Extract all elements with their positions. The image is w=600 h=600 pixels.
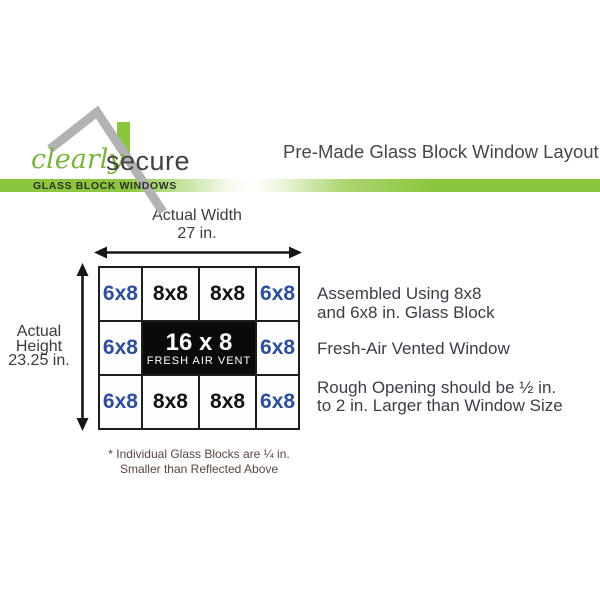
block-cell: 6x8 <box>100 376 141 428</box>
block-cell: 8x8 <box>143 268 198 320</box>
brand-name-script: clearly <box>31 144 124 175</box>
block-cell: 6x8 <box>257 376 298 428</box>
brand-banner-label: GLASS BLOCK WINDOWS <box>33 180 177 192</box>
vent-label-text: FRESH AIR VENT <box>146 354 252 367</box>
note-vented: Fresh-Air Vented Window <box>317 339 510 358</box>
width-value-text: 27 in. <box>177 225 217 242</box>
block-cell: 8x8 <box>143 376 198 428</box>
height-value-text: 23.25 in. <box>8 352 70 369</box>
width-arrow-icon <box>94 246 302 259</box>
note-rough-line1: Rough Opening should be ½ in. <box>317 377 557 397</box>
height-label-text-2: Height <box>15 337 63 355</box>
note-assembled-line2: and 6x8 in. Glass Block <box>317 302 495 322</box>
width-label-text: Actual Width <box>152 207 242 224</box>
footnote-line2: Smaller than Reflected Above <box>119 461 279 476</box>
vent-size-text: 16 x 8 <box>165 328 233 356</box>
block-cell: 8x8 <box>200 376 255 428</box>
footnote-line1: * Individual Glass Blocks are ¼ in. <box>108 447 290 461</box>
footnote <box>88 447 310 476</box>
block-cell: 8x8 <box>200 268 255 320</box>
block-cell: 6x8 <box>100 322 141 374</box>
note-rough-line2: to 2 in. Larger than Window Size <box>317 396 563 415</box>
block-cell: 6x8 <box>100 268 141 320</box>
fresh-air-vent-cell <box>143 322 255 374</box>
height-arrow-icon <box>76 263 89 431</box>
height-label-text-1: Actual <box>16 323 62 340</box>
block-cell: 6x8 <box>257 322 298 374</box>
block-cell: 6x8 <box>257 268 298 320</box>
height-dimension-label <box>1 325 77 369</box>
feature-notes <box>317 285 595 416</box>
brand-name-word: secure <box>106 146 191 176</box>
glass-block-grid <box>98 266 300 430</box>
page-title: Pre-Made Glass Block Window Layout <box>283 141 599 162</box>
note-assembled-line1: Assembled Using 8x8 <box>317 284 482 303</box>
